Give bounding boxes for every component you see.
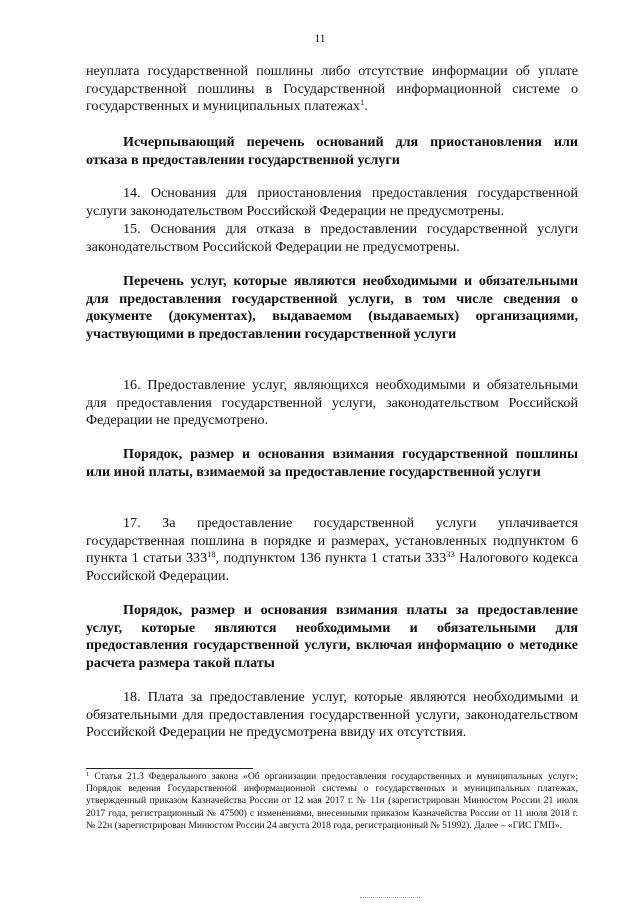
heading-state-fee: Порядок, размер и основания взимания государственной пошлины или иной платы, взимаемой за предоставление государственной услуги bbox=[86, 446, 578, 480]
footnote-number: 1 bbox=[86, 771, 90, 778]
page-number: 11 bbox=[314, 33, 326, 45]
heading-grounds-refusal: Исчерпывающий перечень оснований для приостановления или отказа в предоставлении государственной услуги bbox=[86, 134, 578, 168]
article-sup-2: 33 bbox=[446, 549, 455, 560]
intro-end: . bbox=[364, 98, 368, 115]
heading-required-services: Перечень услуг, которые являются необходимыми и обязательными для предоставления государственной услуги, в том числе сведения о документе (документах), выдаваемом (выдаваемых) организациями, участвующими в предоставлении государственной услуги bbox=[86, 273, 578, 342]
paragraph-17-part3: Налогового кодекса Российской Федерации. bbox=[86, 550, 579, 584]
heading-payment-order: Порядок, размер и основания взимания платы за предоставление услуг, которые являются необходимыми и обязательными для предоставления государственной услуги, включая информацию о методике расчета размера такой платы bbox=[86, 602, 578, 671]
intro-text: неуплата государственной пошлины либо отсутствие информации об уплате государственной пошлины в Государственной информационной системе о государственных и муниципальных платежах bbox=[86, 63, 578, 115]
footnote-separator bbox=[86, 768, 253, 769]
article-sup-1: 18 bbox=[207, 549, 216, 560]
paragraph-15: 15. Основания для отказа в предоставлении государственной услуги законодательством Российской Федерации не предусмотрены. bbox=[86, 221, 578, 255]
paragraph-16: 16. Предоставление услуг, являющихся необходимыми и обязательными для предоставления государственной услуги, законодательством Российской Федерации не предусмотрено. bbox=[86, 377, 578, 429]
footnote-ref-1: 1 bbox=[359, 97, 365, 108]
paragraph-17-part1: 17. За предоставление государственной услуги уплачивается государственная пошлина в порядке и размерах, установленных подпунктом 6 пункта 1 статьи 333 bbox=[86, 515, 578, 567]
paragraph-17 bbox=[86, 515, 578, 585]
intro-paragraph bbox=[86, 63, 578, 116]
footnote-1 bbox=[86, 771, 578, 832]
paragraph-18: 18. Плата за предоставление услуг, которые являются необходимыми и обязательными для предоставления государственной услуги, законодательством Российской Федерации не предусмотрена ввиду их отсутствия. bbox=[86, 689, 578, 741]
paragraph-17-part2: , подпунктом 136 пункта 1 статьи 333 bbox=[215, 550, 447, 567]
paragraph-14: 14. Основания для приостановления предоставления государственной услуги законодательством Российской Федерации не предусмотрены. bbox=[86, 185, 578, 219]
footnote-text: Статья 21.3 Федерального закона «Об организации предоставления государственных и муниципальных услуг»; Порядок ведения Государственной информационной системы о государственных и муниципальных платежах, утвержденный приказом Казначейства России от 12 мая 2017 г. № 11н (зарегистрирован Минюстом России 21 июля 2017 года, регистрационный № 47500) с изменениями, внесенными приказом Казначейства России от 11 июля 2018 г. № 22н (зарегистрирован Минюстом России 24 августа 2018 года, регистрационный № 51992). Далее – «ГИС ГМП». bbox=[86, 771, 578, 831]
scan-artifact bbox=[360, 897, 420, 900]
